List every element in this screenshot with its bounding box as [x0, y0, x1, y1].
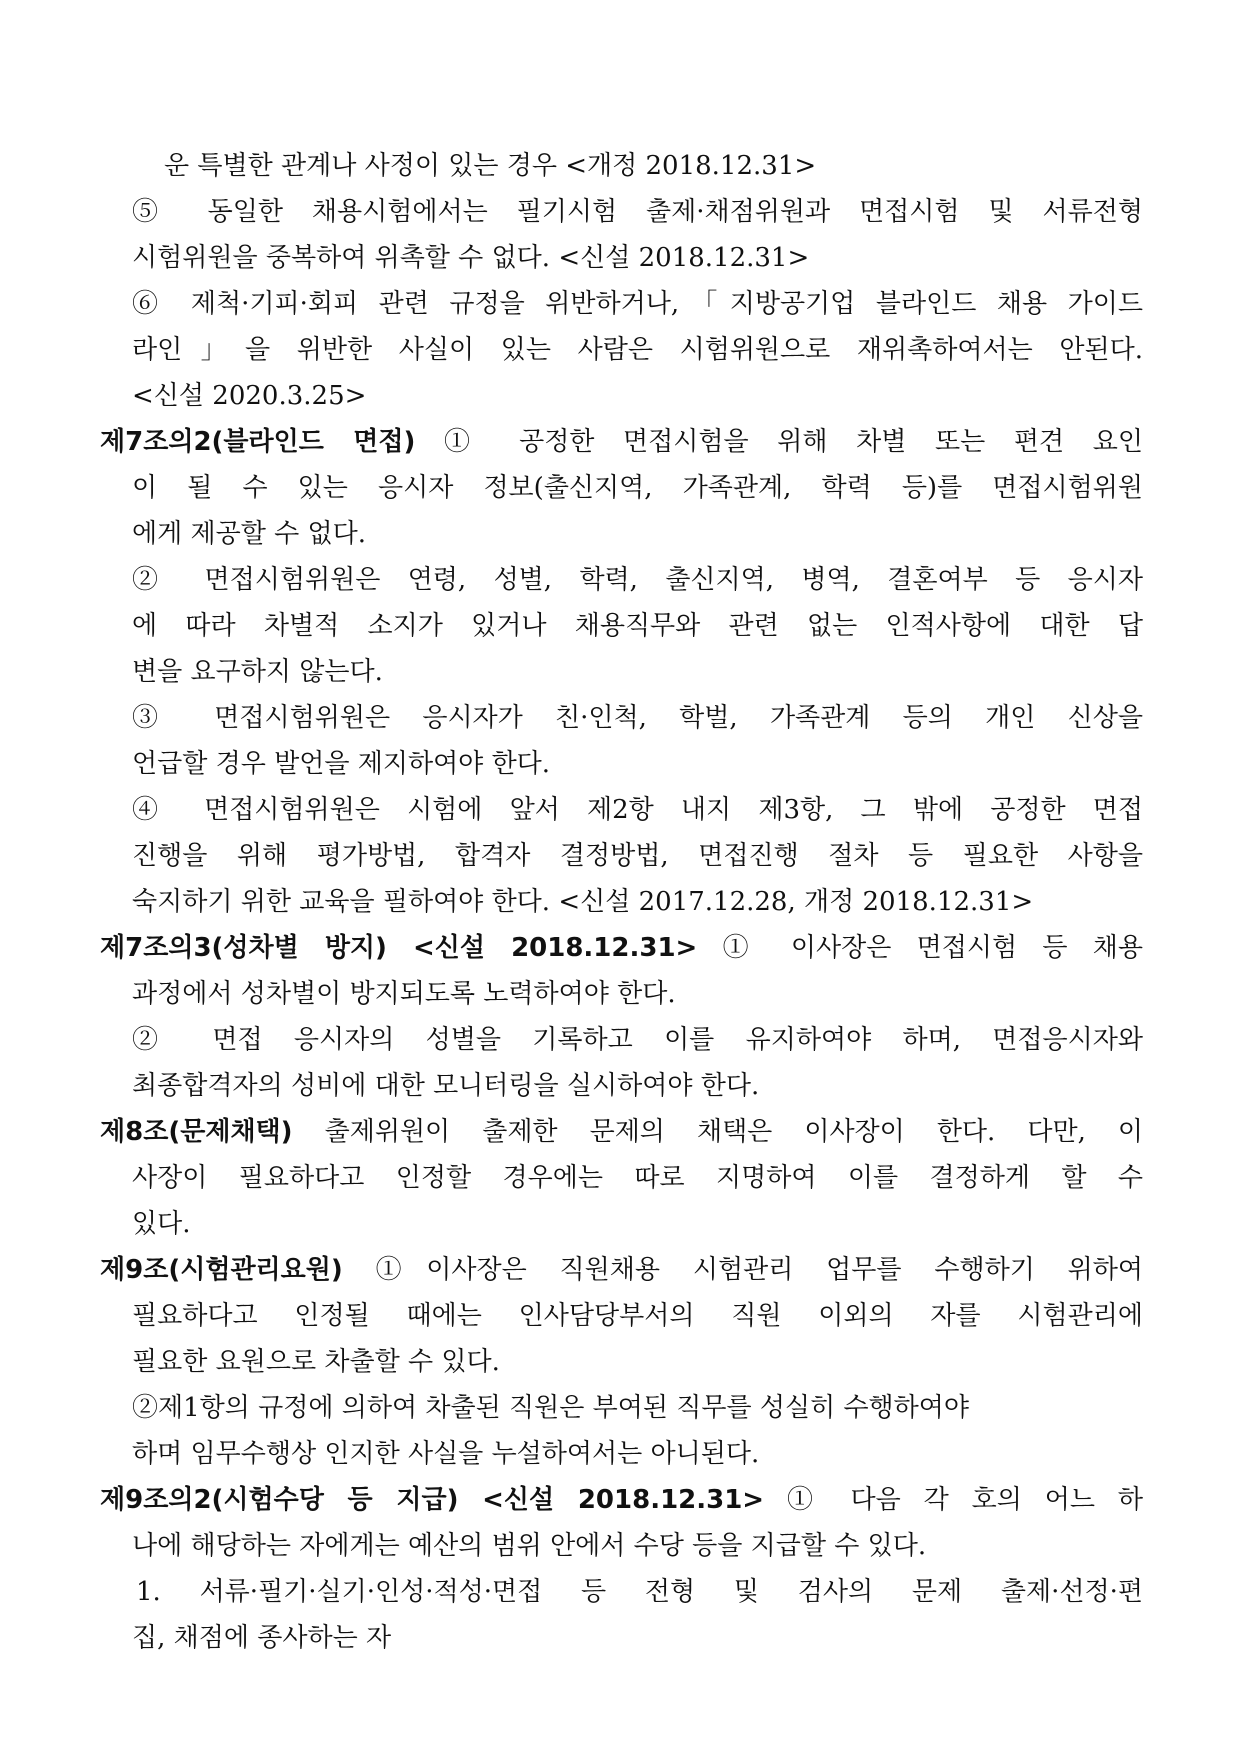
text-line: ④ 면접시험위원은 시험에 앞서 제2항 내지 제3항, 그 밖에 공정한 면접 [132, 795, 1143, 825]
text-line: ⑤ 동일한 채용시험에서는 필기시험 출제·채점위원과 면접시험 및 서류전형 [132, 197, 1143, 227]
text-line: 운 특별한 관계나 사정이 있는 경우 <개정 2018.12.31> [164, 151, 817, 181]
text-line: 숙지하기 위한 교육을 필하여야 한다. <신설 2017.12.28, 개정 2018.12.31> [132, 887, 1034, 917]
article-title: 제7조의2(블라인드 면접) [100, 427, 416, 457]
text-line: 진행을 위해 평가방법, 합격자 결정방법, 면접진행 절차 등 필요한 사항을 [132, 841, 1143, 871]
text-line: 언급할 경우 발언을 제지하여야 한다. [132, 749, 551, 779]
text-line: 과정에서 성차별이 방지되도록 노력하여야 한다. [132, 979, 676, 1009]
text-line: <신설 2020.3.25> [132, 381, 367, 411]
text-line: 나에 해당하는 자에게는 예산의 범위 안에서 수당 등을 지급할 수 있다. [132, 1531, 927, 1561]
article-title: 제8조(문제채택) [100, 1117, 293, 1147]
text-line: ② 면접시험위원은 연령, 성별, 학력, 출신지역, 병역, 결혼여부 등 응시자 [132, 565, 1143, 595]
article-title: 제9조(시험관리요원) [100, 1255, 343, 1285]
text-line: 1. 서류·필기·실기·인성·적성·면접 등 전형 및 검사의 문제 출제·선정·편 [136, 1577, 1143, 1607]
text-line: 이 될 수 있는 응시자 정보(출신지역, 가족관계, 학력 등)를 면접시험위원 [132, 473, 1143, 503]
text-line: 에 따라 차별적 소지가 있거나 채용직무와 관련 없는 인적사항에 대한 답 [132, 611, 1143, 641]
text-line: ② 면접 응시자의 성별을 기록하고 이를 유지하여야 하며, 면접응시자와 [132, 1025, 1143, 1055]
article-heading-line: 제9조의2(시험수당 등 지급) <신설 2018.12.31> ① 다음 각 호의 어느 하 [100, 1485, 1143, 1515]
text-line: 필요한 요원으로 차출할 수 있다. [132, 1347, 500, 1377]
article-heading-line: 제9조(시험관리요원) ①이사장은 직원채용 시험관리 업무를 수행하기 위하여 [100, 1255, 1143, 1285]
text-line: 라인」을 위반한 사실이 있는 사람은 시험위원으로 재위촉하여서는 안된다. [132, 335, 1143, 365]
text-line: 있다. [132, 1209, 191, 1239]
text-line: 시험위원을 중복하여 위촉할 수 없다. <신설 2018.12.31> [132, 243, 810, 273]
text-line: 변을 요구하지 않는다. [132, 657, 383, 687]
article-heading-line: 제8조(문제채택) 출제위원이 출제한 문제의 채택은 이사장이 한다. 다만, 이 [100, 1117, 1143, 1147]
text-line: 에게 제공할 수 없다. [132, 519, 366, 549]
text-line: ⑥ 제척·기피·회피 관련 규정을 위반하거나,「지방공기업 블라인드 채용 가이드 [132, 289, 1143, 319]
text-line: 최종합격자의 성비에 대한 모니터링을 실시하여야 한다. [132, 1071, 760, 1101]
text-line: ②제1항의 규정에 의하여 차출된 직원은 부여된 직무를 성실히 수행하여야 [132, 1393, 970, 1423]
article-heading-line: 제7조의3(성차별 방지) <신설 2018.12.31> ① 이사장은 면접시험 등 채용 [100, 933, 1143, 963]
article-title: 제9조의2(시험수당 등 지급) <신설 2018.12.31> [100, 1485, 765, 1515]
text-line: ③ 면접시험위원은 응시자가 친·인척, 학벌, 가족관계 등의 개인 신상을 [132, 703, 1143, 733]
text-line: 사장이 필요하다고 인정할 경우에는 따로 지명하여 이를 결정하게 할 수 [132, 1163, 1143, 1193]
text-line: 필요하다고 인정될 때에는 인사담당부서의 직원 이외의 자를 시험관리에 [132, 1301, 1143, 1331]
article-heading-line: 제7조의2(블라인드 면접) ① 공정한 면접시험을 위해 차별 또는 편견 요인 [100, 427, 1143, 457]
text-line: 집, 채점에 종사하는 자 [132, 1623, 392, 1653]
text-line: 하며 임무수행상 인지한 사실을 누설하여서는 아니된다. [132, 1439, 760, 1469]
article-title: 제7조의3(성차별 방지) <신설 2018.12.31> [100, 933, 698, 963]
